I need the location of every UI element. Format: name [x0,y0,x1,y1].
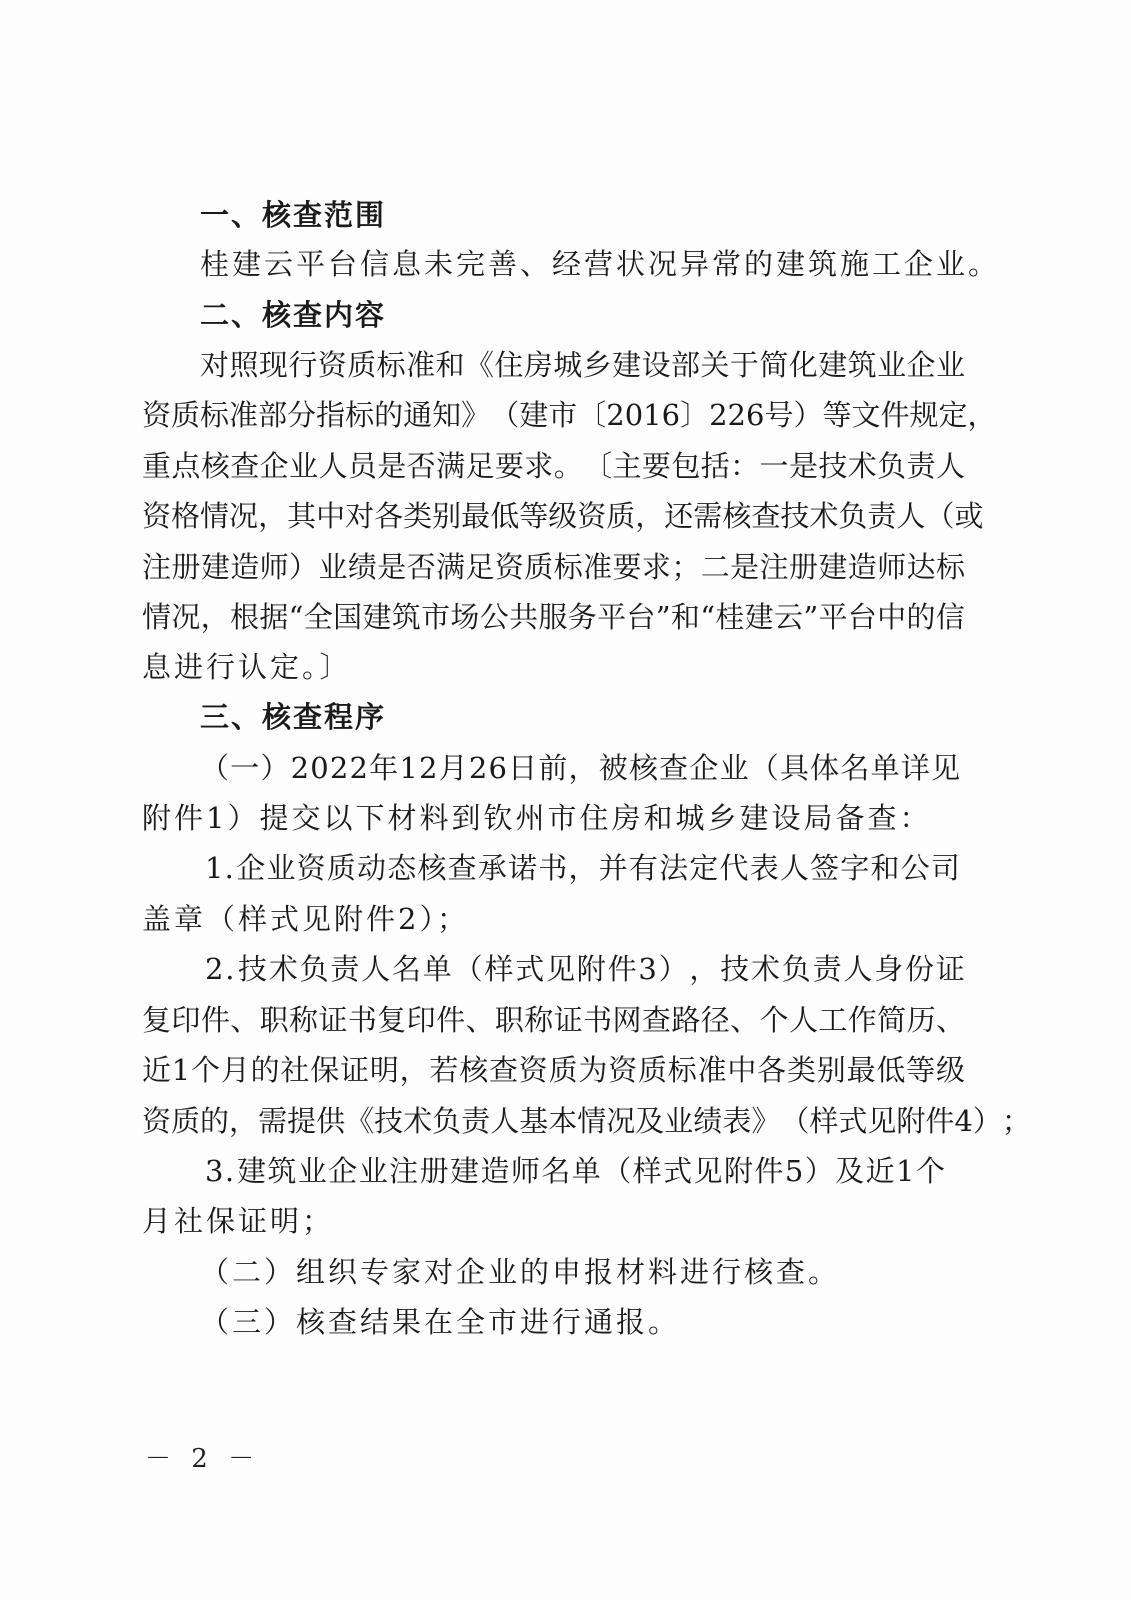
list-item-line: 复 印 件 、 职 称 证 书 复 印 件 、 职 称 证 书 网 查 路 径 、 个 人 工 作 简 历 、 [142,1003,965,1037]
paragraph-line: 桂建云平台信息未完善、经营状况异常的建筑施工企业。 [200,247,1001,281]
paragraph-line: （ 一 ） 2 0 2 2 年 1 2 月 2 6 日 前 ， 被 核 查 企 业 （ 具 体 名 单 详 见 [200,751,960,785]
paragraph-line: 重 点 核 查 企 业 人 员 是 否 满 足 要 求 。 〔 主 要 包 括 ： 一 是 技 术 负 责 人 [142,449,965,483]
page-number: － 2 － [145,1444,261,1474]
list-item-line: 1 . 企 业 资 质 动 态 核 查 承 诺 书 ， 并 有 法 定 代 表 人 签 字 和 公 司 [205,851,960,885]
paragraph-line: 注 册 建 造 师 ） 业 绩 是 否 满 足 资 质 标 准 要 求 ； 二 是 注 册 建 造 师 达 标 [142,550,965,584]
section-heading-scope: 一、核查范围 [200,198,387,232]
section-heading-procedure: 三、核查程序 [200,700,387,734]
list-item-line: 盖章（样式见附件2）； [142,902,469,936]
paragraph-line: 资 格 情 况 ， 其 中 对 各 类 别 最 低 等 级 资 质 ， 还 需 核 查 技 术 负 责 人 （ 或 [142,499,984,533]
list-item-line: 2 . 技 术 负 责 人 名 单 （ 样 式 见 附 件 3 ） ， 技 术 负 责 人 身 份 证 [205,952,965,986]
paragraph-line: 情 况 ， 根 据 “ 全 国 建 筑 市 场 公 共 服 务 平 台 ” 和 “ 桂 建 云 ” 平 台 中 的 信 [142,600,965,634]
section-heading-content: 二、核查内容 [200,298,387,332]
list-item-line: （二）组织专家对企业的申报材料进行核查。 [200,1255,841,1289]
list-item-line: 近 1 个 月 的 社 保 证 明 ， 若 核 查 资 质 为 资 质 标 准 中 各 类 别 最 低 等 级 [142,1053,965,1087]
paragraph-line: 附件1）提交以下材料到钦州市住房和城乡建设局备查： [142,801,932,835]
list-item-line: 月社保证明； [142,1204,335,1238]
paragraph-line: 资 质 标 准 部 分 指 标 的 通 知 》 （ 建 市 〔 2 0 1 6 〕 2 2 6 号 ） 等 文 件 规 定 ， [142,398,997,432]
list-item-line: （三）核查结果在全市进行通报。 [200,1305,681,1339]
list-item-line: 资 质 的 ， 需 提 供 《 技 术 负 责 人 基 本 情 况 及 业 绩 表 》 （ 样 式 见 附 件 4 ） ； [142,1104,1031,1138]
paragraph-line: 息进行认定。〕 [142,650,352,684]
list-item-line: 3 . 建 筑 业 企 业 注 册 建 造 师 名 单 （ 样 式 见 附 件 5 ） 及 近 1 个 [205,1154,945,1188]
paragraph-line: 对 照 现 行 资 质 标 准 和 《 住 房 城 乡 建 设 部 关 于 简 化 建 筑 业 企 业 [200,348,965,382]
